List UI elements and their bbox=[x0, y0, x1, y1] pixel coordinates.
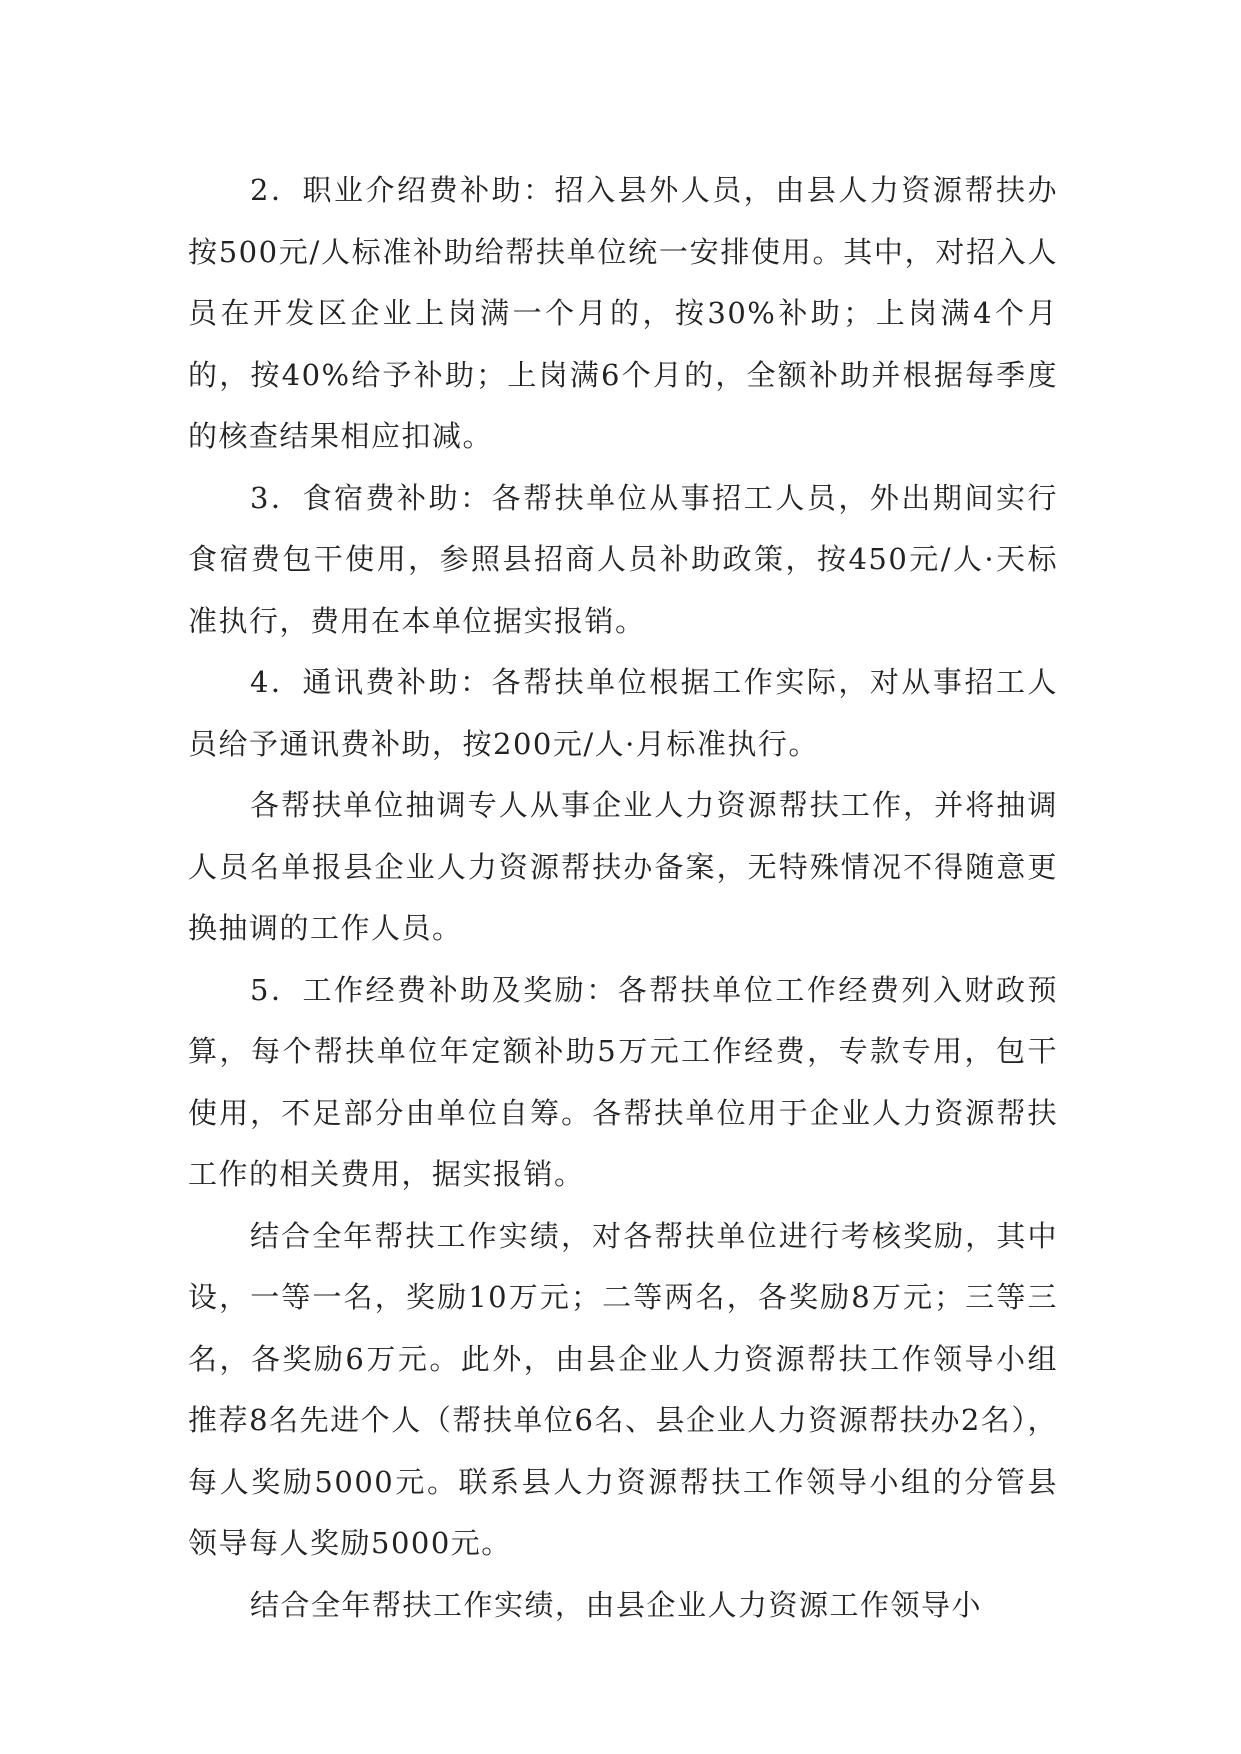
paragraph-annual-assessment-rewards: 结合全年帮扶工作实绩，对各帮扶单位进行考核奖励，其中设，一等一名，奖励10万元；二等两名，各奖励8万元；三等三名，各奖励6万元。此外，由县企业人力资源帮扶工作领导小组推荐8名先进个人（帮扶单位6名、县企业人力资源帮扶办2名），每人奖励5000元。联系县人力资源帮扶工作领导小组的分管县领导每人奖励5000元。 bbox=[188, 1218, 1058, 1560]
paragraph-communication-subsidy: 4．通讯费补助：各帮扶单位根据工作实际，对从事招工人员给予通讯费补助，按200元/人·月标准执行。 bbox=[188, 665, 1058, 761]
document-body bbox=[188, 160, 1058, 1636]
paragraph-board-lodging-subsidy: 3．食宿费补助：各帮扶单位从事招工人员，外出期间实行食宿费包干使用，参照县招商人员补助政策，按450元/人·天标准执行，费用在本单位据实报销。 bbox=[188, 480, 1058, 638]
paragraph-staff-assignment: 各帮扶单位抽调专人从事企业人力资源帮扶工作，并将抽调人员名单报县企业人力资源帮扶办备案，无特殊情况不得随意更换抽调的工作人员。 bbox=[188, 788, 1058, 945]
paragraph-continuation: 结合全年帮扶工作实绩，由县企业人力资源工作领导小 bbox=[250, 1587, 983, 1622]
paragraph-work-funding-and-rewards: 5．工作经费补助及奖励：各帮扶单位工作经费列入财政预算，每个帮扶单位年定额补助5万元工作经费，专款专用，包干使用，不足部分由单位自筹。各帮扶单位用于企业人力资源帮扶工作的相关费用，据实报销。 bbox=[188, 972, 1058, 1191]
paragraph-job-referral-subsidy: 2．职业介绍费补助：招入县外人员，由县人力资源帮扶办按500元/人标准补助给帮扶单位统一安排使用。其中，对招入人员在开发区企业上岗满一个月的，按30%补助；上岗满4个月的，按40%给予补助；上岗满6个月的，全额补助并根据每季度的核查结果相应扣减。 bbox=[188, 173, 1058, 453]
